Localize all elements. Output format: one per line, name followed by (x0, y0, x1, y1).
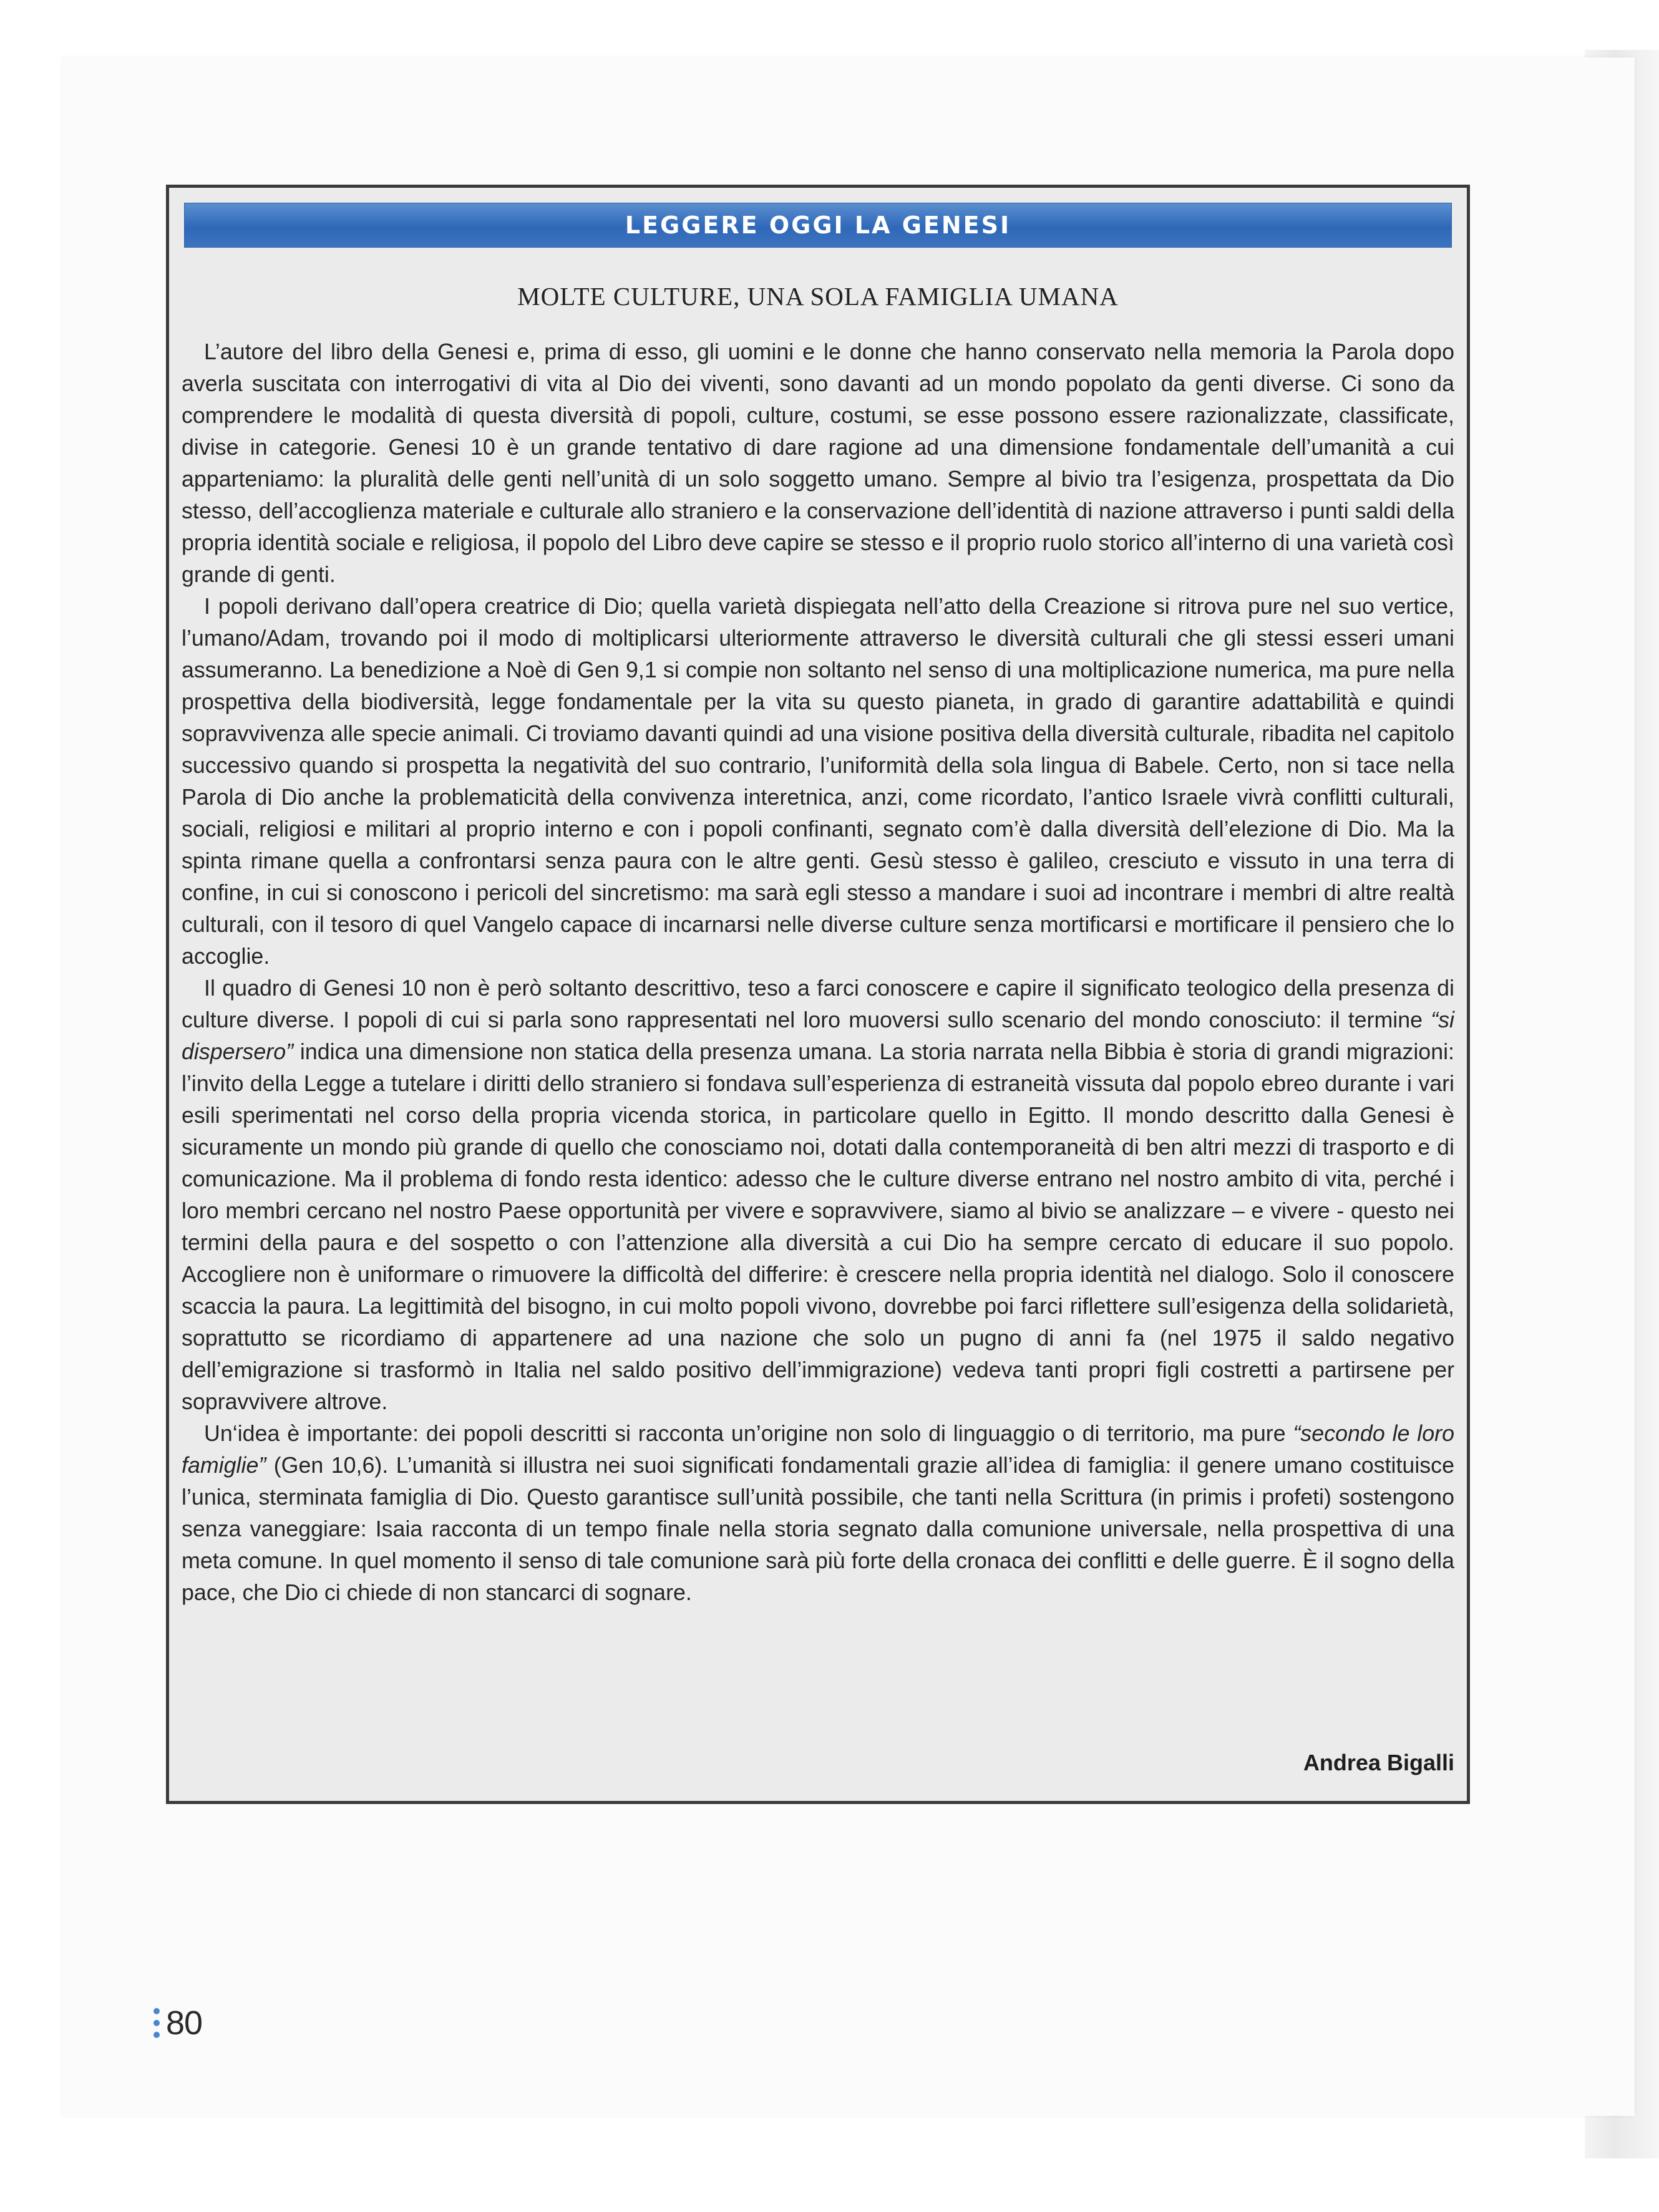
paragraph-4-part-a: Un‘idea è importante: dei popoli descritti si racconta un’origine non solo di linguaggio o di territorio, ma pure (204, 1421, 1293, 1446)
paragraph-2: I popoli derivano dall’opera creatrice di Dio; quella varietà dispiegata nell’atto della Creazione si ritrova pure nel suo vertice, l’umano/Adam, trovando poi il modo di moltiplicarsi ulteriormente attraverso le diversità culturali che gli stessi esseri umani assumeranno. La benedizione a Noè di Gen 9,1 si compie non soltanto nel senso di una moltiplicazione numerica, ma pure nella prospettiva della biodiversità, legge fondamentale per la vita su questo pianeta, in grado di garantire adattabilità e quindi sopravvivenza alle specie animali. Ci troviamo davanti quindi ad una visione positiva della diversità culturale, ribadita nel capitolo successivo quando si prospetta la negatività del suo contrario, l’uniformità della sola lingua di Babele. Certo, non si tace nella Parola di Dio anche la problematicità della convivenza interetnica, anzi, come ricordato, l’antico Israele vivrà conflitti culturali, sociali, religiosi e militari al proprio interno e con i popoli confinanti, segnato com’è dalla diversità dell’elezione di Dio. Ma la spinta rimane quella a confrontarsi senza paura con le altre genti. Gesù stesso è galileo, cresciuto e vissuto in una terra di confine, in cui si conoscono i pericoli del sincretismo: ma sarà egli stesso a mandare i suoi ad incontrare i membri di altre realtà culturali, con il tesoro di quel Vangelo capace di incarnarsi nelle diverse culture senza mortificarsi e mortificare il pensiero che lo accoglie. (182, 594, 1454, 969)
paragraph-4 (182, 1418, 1454, 1609)
section-banner-label: LEGGERE OGGI LA GENESI (625, 211, 1011, 239)
page-number-dots-icon (153, 2008, 160, 2038)
paragraph-3-quote: “si dispersero” (182, 1007, 1454, 1064)
paragraph-4-part-b: (Gen 10,6). L’umanità si illustra nei suoi significati fondamentali grazie all’idea di famiglia: il genere umano costituisce l’unica, sterminata famiglia di Dio. Questo garantisce sull’unità possibile, che tanti nella Scrittura (in primis i profeti) sostengono senza vaneggiare: Isaia racconta di un tempo finale nella storia segnato dalla comunione universale, nella prospettiva di una meta comune. In quel momento il senso di tale comunione sarà più forte della cronaca dei conflitti e delle guerre. È il sogno della pace, che Dio ci chiede di non stancarci di sognare. (182, 1453, 1454, 1605)
author-signature: Andrea Bigalli (1303, 1750, 1454, 1775)
page-number: 80 (166, 2004, 203, 2042)
article-body (182, 336, 1454, 1609)
paragraph-4-quote: “secondo le loro famiglie” (182, 1421, 1454, 1478)
paragraph-3-part-b: indica una dimensione non statica della presenza umana. La storia narrata nella Bibbia è storia di grandi migrazioni: l’invito della Legge a tutelare i diritti dello straniero si fondava sull’esperienza di estraneità vissuta dal popolo ebreo durante i vari esili sperimentati nel corso della propria vicenda storica, in particolare quello in Egitto. Il mondo descritto dalla Genesi è sicuramente un mondo più grande di quello che conosciamo noi, dotati dalla contemporaneità di ben altri mezzi di trasporto e di comunicazione. Ma il problema di fondo resta identico: adesso che le culture diverse entrano nel nostro ambito di vita, perché i loro membri cercano nel nostro Paese opportunità per vivere e sopravvivere, siamo al bivio se analizzare – e vivere - questo nei termini della paura e del sospetto o con l’attenzione alla diversità a cui Dio ha sempre cercato di educare il suo popolo. Accogliere non è uniformare o rimuovere la difficoltà del differire: è crescere nella propria identità nel dialogo. Solo il conoscere scaccia la paura. La legittimità del bisogno, in cui molto popoli vivono, dovrebbe poi farci riflettere sull’esigenza della solidarietà, soprattutto se ricordiamo di appartenere ad una nazione che solo un pugno di anni fa (nel 1975 il saldo negativo dell’emigrazione si trasformò in Italia nel saldo positivo dell’immigrazione) vedeva tanti propri figli costretti a partirsene per sopravvivere altrove. (182, 1039, 1454, 1414)
paragraph-1: L’autore del libro della Genesi e, prima di esso, gli uomini e le donne che hanno conservato nella memoria la Parola dopo averla suscitata con interrogativi di vita al Dio dei viventi, sono davanti ad un mondo popolato da genti diverse. Ci sono da comprendere le modalità di questa diversità di popoli, culture, costumi, se esse possono essere razionalizzate, classificate, divise in categorie. Genesi 10 è un grande tentativo di dare ragione ad una dimensione fondamentale dell’umanità a cui apparteniamo: la pluralità delle genti nell’unità di un solo soggetto umano. Sempre al bivio tra l’esigenza, prospettata da Dio stesso, dell’accoglienza materiale e culturale allo straniero e la conservazione dell’identità di nazione attraverso i punti saldi della propria identità sociale e religiosa, il popolo del Libro deve capire se stesso e il proprio ruolo storico all’interno di una varietà così grande di genti. (182, 339, 1454, 587)
dot-icon (153, 2032, 160, 2038)
article-title: MOLTE CULTURE, UNA SOLA FAMIGLIA UMANA (517, 282, 1119, 311)
section-banner (184, 203, 1452, 248)
paragraph-3-part-a: Il quadro di Genesi 10 non è però soltanto descrittivo, teso a farci conoscere e capire il significato teologico della presenza di culture diverse. I popoli di cui si parla sono rappresentati nel loro muoversi sullo scenario del mondo conosciuto: il termine (182, 976, 1454, 1032)
dot-icon (153, 2020, 160, 2026)
dot-icon (153, 2008, 160, 2014)
page-footer (153, 2004, 202, 2042)
paragraph-3 (182, 973, 1454, 1418)
article-box (166, 185, 1470, 1804)
